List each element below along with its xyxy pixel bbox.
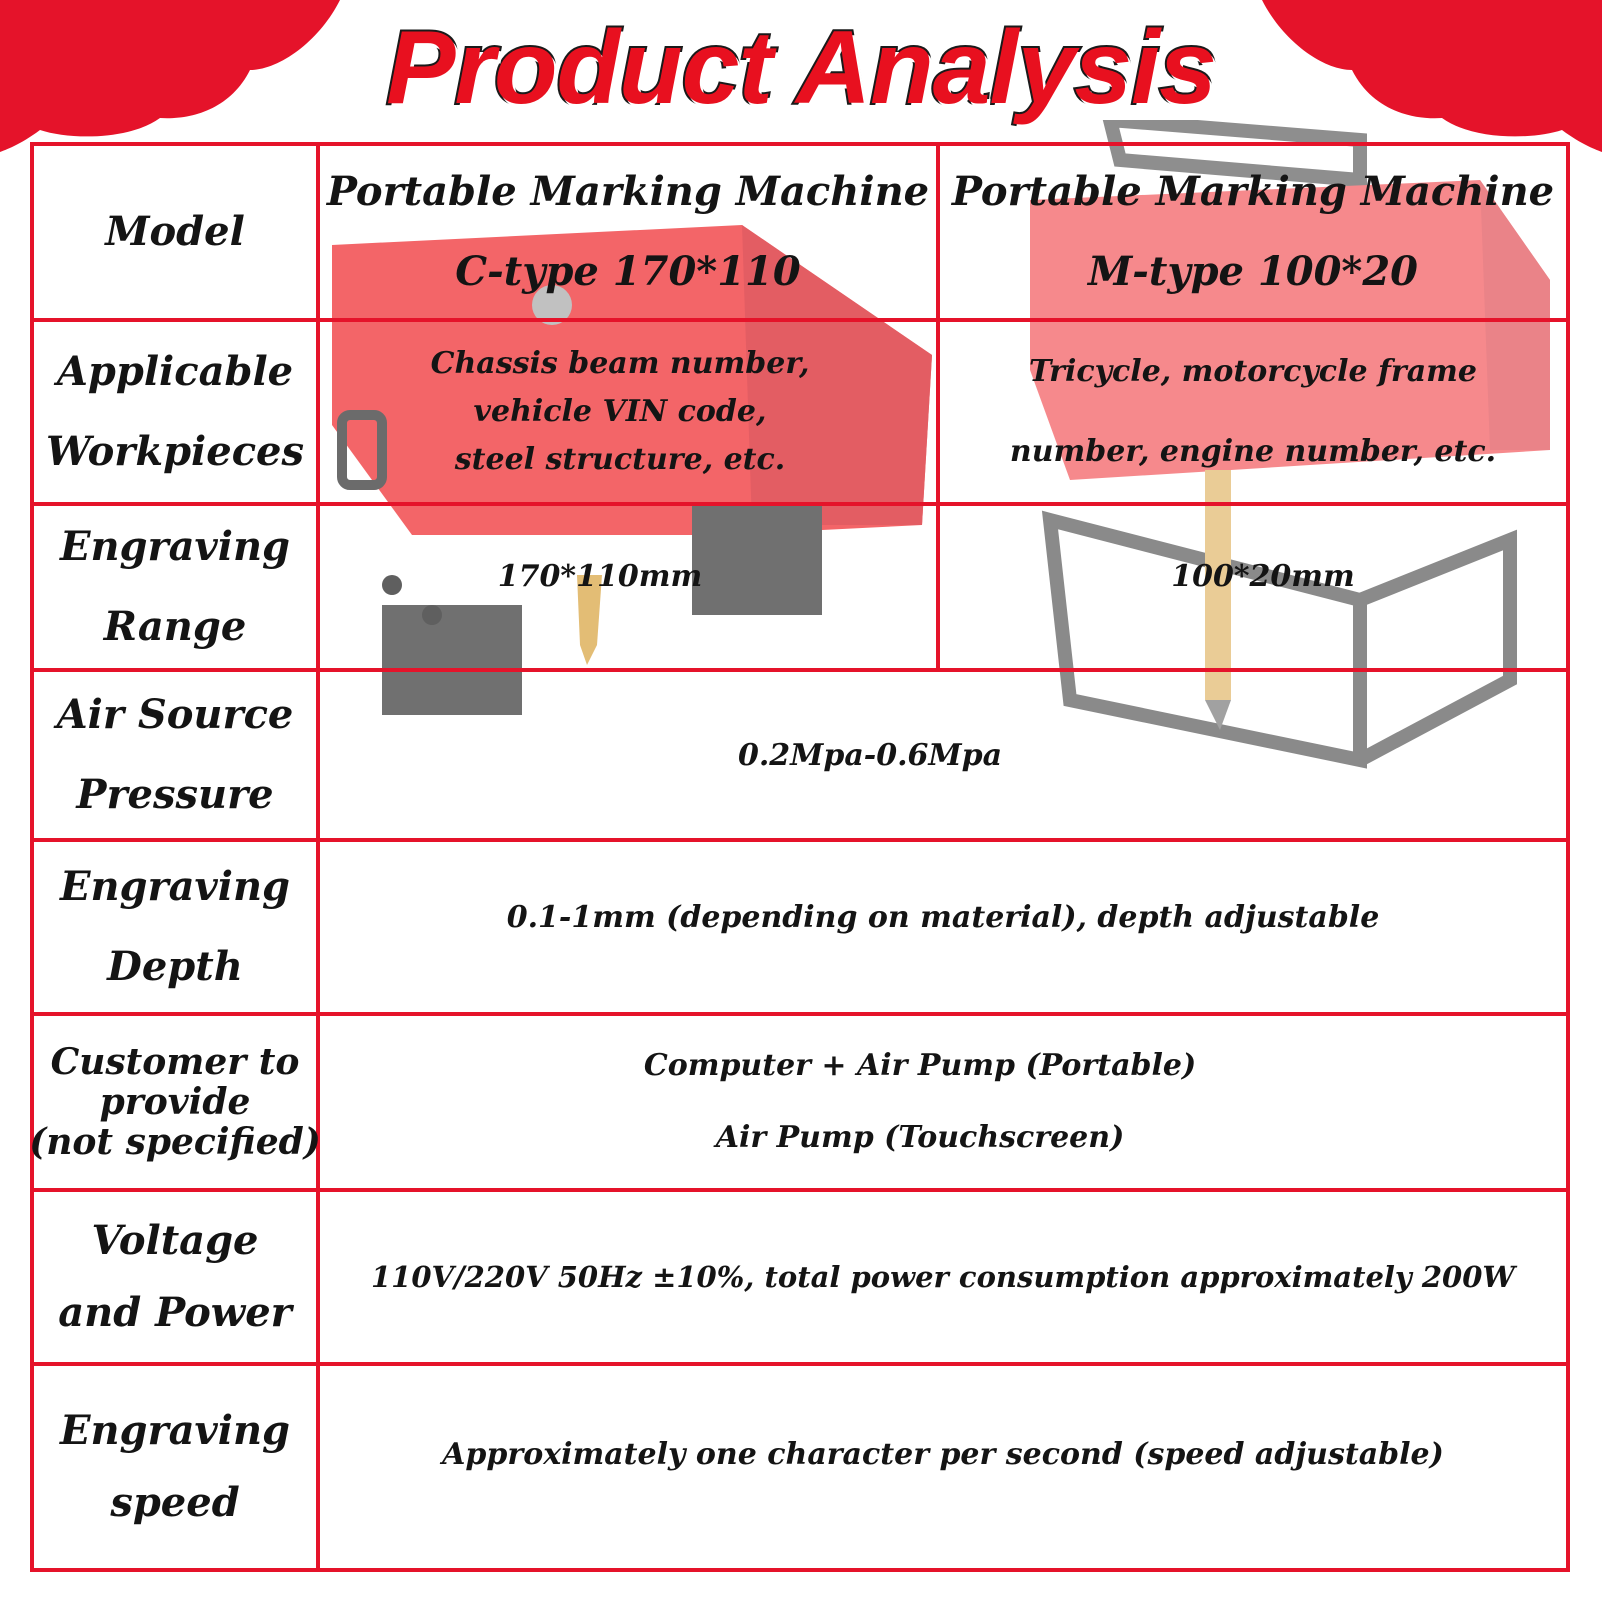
air-pressure-label bbox=[34, 672, 316, 838]
speed-value: Approximately one character per second (speed adjustable) bbox=[442, 1436, 1444, 1472]
voltage-value: 110V/220V 50Hz ±10%, total power consumption approximately 200W bbox=[371, 1260, 1515, 1294]
spec-table bbox=[30, 142, 1570, 1572]
range-label-line2: Range bbox=[103, 603, 247, 650]
customer-provide-line1: Computer + Air Pump (Portable) bbox=[643, 1048, 1197, 1083]
speed-label bbox=[34, 1366, 316, 1568]
voltage-label-line2: and Power bbox=[58, 1289, 292, 1336]
customer-provide-cell bbox=[320, 1016, 1520, 1188]
m-type-model-line2: M-type 100*20 bbox=[1087, 248, 1419, 295]
c-type-workpieces-line1: Chassis beam number, bbox=[430, 346, 810, 381]
customer-provide-label bbox=[29, 1016, 321, 1188]
customer-provide-label-line2: provide bbox=[99, 1081, 251, 1123]
air-pressure-value: 0.2Mpa-0.6Mpa bbox=[737, 737, 1003, 773]
voltage-label bbox=[34, 1192, 316, 1362]
m-type-workpieces-line1: Tricycle, motorcycle frame bbox=[1029, 354, 1477, 389]
c-type-range-value: 170*110mm bbox=[497, 558, 703, 594]
m-type-workpieces-cell bbox=[940, 322, 1566, 502]
depth-cell bbox=[320, 842, 1566, 992]
c-type-model-line1: Portable Marking Machine bbox=[326, 168, 930, 215]
customer-provide-label-line3: (not specified) bbox=[29, 1121, 321, 1163]
range-label-line1: Engraving bbox=[59, 523, 291, 570]
c-type-workpieces-cell bbox=[320, 322, 920, 502]
page-title: Product Analysis bbox=[386, 10, 1216, 126]
workpieces-label bbox=[34, 322, 316, 502]
speed-label-line2: speed bbox=[110, 1479, 240, 1526]
air-pressure-label-line1: Air Source bbox=[56, 691, 294, 738]
m-type-range-cell bbox=[940, 506, 1586, 646]
c-type-range-cell bbox=[320, 506, 880, 646]
air-pressure-cell bbox=[320, 672, 1420, 838]
workpieces-label-line1: Applicable bbox=[56, 348, 294, 395]
depth-label-line2: Depth bbox=[107, 943, 243, 990]
c-type-model-line2: C-type 170*110 bbox=[455, 248, 801, 295]
model-label-text: Model bbox=[105, 208, 245, 255]
customer-provide-line2: Air Pump (Touchscreen) bbox=[715, 1120, 1125, 1155]
customer-provide-label-line1: Customer to bbox=[50, 1041, 300, 1083]
workpieces-label-line2: Workpieces bbox=[45, 428, 305, 475]
m-type-model-line1: Portable Marking Machine bbox=[951, 168, 1555, 215]
m-type-workpieces-line2: number, engine number, etc. bbox=[1009, 434, 1497, 469]
range-label bbox=[34, 506, 316, 668]
c-type-workpieces-line2: vehicle VIN code, bbox=[473, 394, 767, 429]
m-type-model-cell bbox=[940, 146, 1566, 318]
depth-value: 0.1-1mm (depending on material), depth adjustable bbox=[506, 899, 1380, 935]
depth-label bbox=[34, 842, 316, 1012]
model-label bbox=[34, 146, 316, 318]
speed-cell bbox=[320, 1366, 1566, 1542]
c-type-workpieces-line3: steel structure, etc. bbox=[454, 442, 786, 477]
c-type-model-cell bbox=[320, 146, 936, 318]
depth-label-line1: Engraving bbox=[59, 863, 291, 910]
air-pressure-label-line2: Pressure bbox=[76, 771, 274, 818]
voltage-cell bbox=[320, 1192, 1566, 1362]
speed-label-line1: Engraving bbox=[59, 1407, 291, 1454]
m-type-range-value: 100*20mm bbox=[1171, 558, 1355, 594]
voltage-label-line1: Voltage bbox=[91, 1217, 259, 1264]
